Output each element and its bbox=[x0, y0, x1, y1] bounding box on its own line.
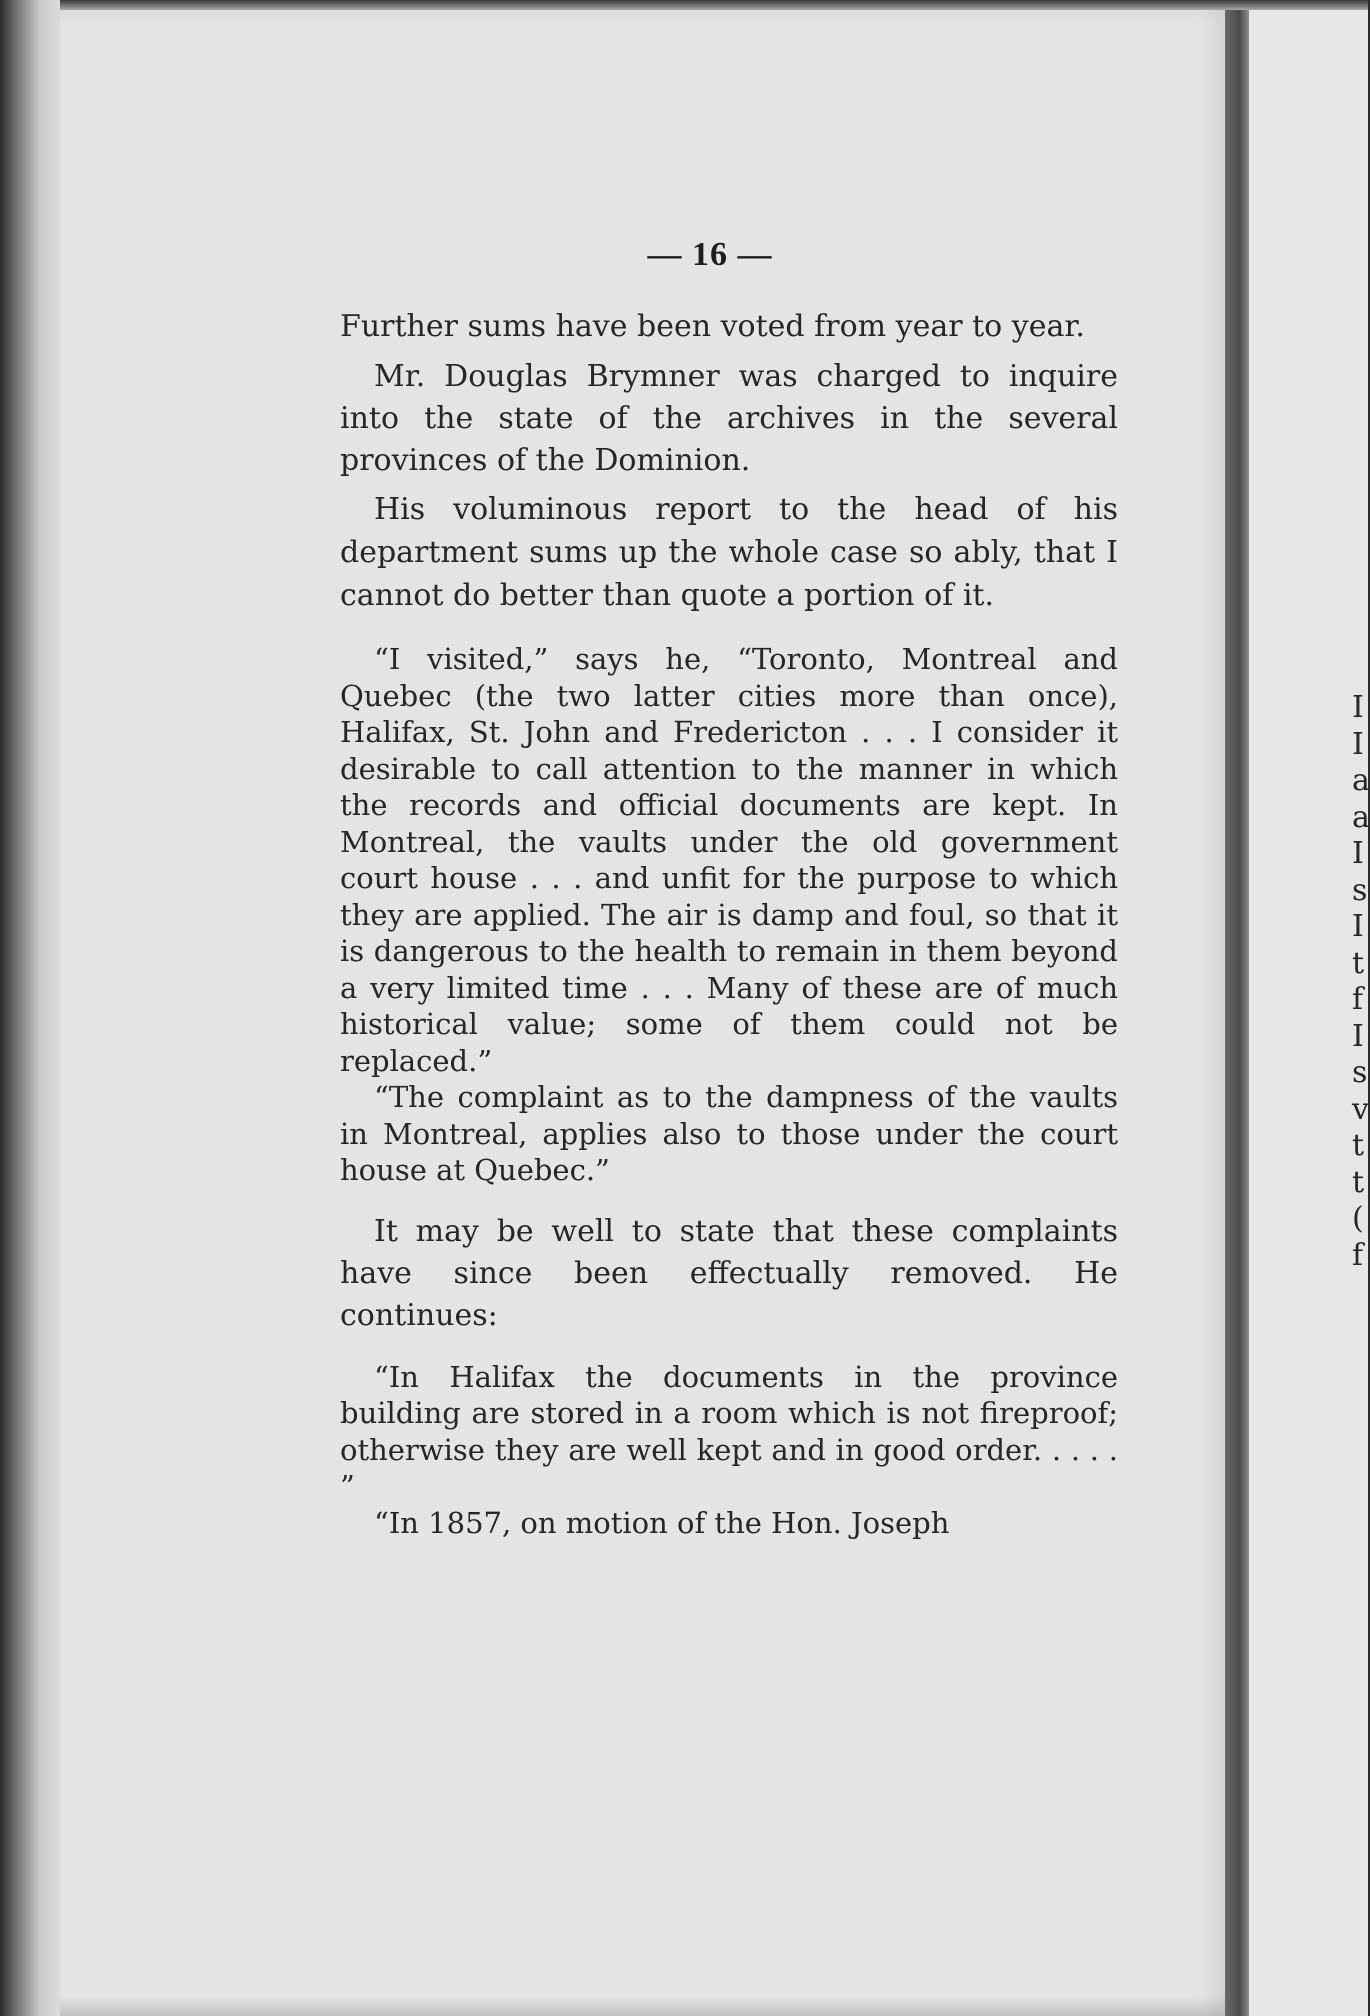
paragraph-4: It may be well to state that these complaints have since been effectually removed. He continues: bbox=[340, 1213, 1118, 1333]
facing-page-letter: v bbox=[1352, 1091, 1369, 1127]
facing-page-letter: I bbox=[1352, 836, 1364, 871]
quote-paragraph-1: “I visited,” says he, “Toronto, Montreal and Quebec (the two latter cities more than once), Halifax, St. John and Fredericton . . . I consider it desirable to call attention to the manner in which the records and official documents are kept. In Montreal, the vaults under the old government court house . . . and unfit for the purpose to which they are applied. The air is damp and foul, so that it is dangerous to the health to remain in them beyond a very limited time . . . Many of these are of much historical value; some of them could not be replaced.” bbox=[340, 642, 1118, 1078]
left-binding-edge bbox=[0, 0, 60, 2016]
facing-page-letter: s bbox=[1352, 872, 1368, 908]
facing-page-letter: a bbox=[1352, 763, 1370, 798]
quote-paragraph-3: “In Halifax the documents in the province building are stored in a room which is not fireproof; otherwise they are well kept and in good order. . . . . ” bbox=[340, 1359, 1118, 1503]
quote-paragraph-4: “In 1857, on motion of the Hon. Joseph bbox=[374, 1505, 950, 1540]
paragraph-2: Mr. Douglas Brymner was charged to inquire into the state of the archives in the several provinces of the Dominion. bbox=[340, 359, 1118, 478]
quote-paragraph-2: “The complaint as to the dampness of the vaults in Montreal, applies also to those under the court house at Quebec.” bbox=[340, 1080, 1118, 1187]
paragraph-1: Further sums have been voted from year to year. bbox=[340, 309, 1085, 344]
facing-page-letter: s bbox=[1352, 1055, 1368, 1090]
facing-page-letter: ( bbox=[1352, 1201, 1364, 1236]
facing-page-letter: I bbox=[1352, 690, 1364, 725]
facing-page-letter: a bbox=[1352, 799, 1370, 835]
facing-page-letter: f bbox=[1352, 982, 1364, 1017]
page-number: — 16 — bbox=[647, 236, 773, 273]
facing-page-letter: I bbox=[1352, 726, 1364, 762]
facing-page-letter: t bbox=[1352, 1128, 1365, 1163]
body-text bbox=[340, 305, 1118, 1541]
facing-page-letter: I bbox=[1352, 1018, 1364, 1054]
facing-page-text bbox=[1352, 690, 1368, 1274]
facing-page-letter: t bbox=[1352, 1164, 1365, 1200]
facing-page-letter: f bbox=[1352, 1237, 1364, 1273]
facing-page-letter: t bbox=[1352, 945, 1365, 981]
bottom-edge-shade bbox=[60, 1996, 1225, 2016]
paragraph-3: His voluminous report to the head of his department sums up the whole case so ably, that I cannot do better than quote a portion of it. bbox=[340, 492, 1118, 613]
page-gutter bbox=[1225, 10, 1249, 2016]
facing-page bbox=[1249, 10, 1368, 2016]
facing-page-letter: I bbox=[1352, 909, 1364, 944]
